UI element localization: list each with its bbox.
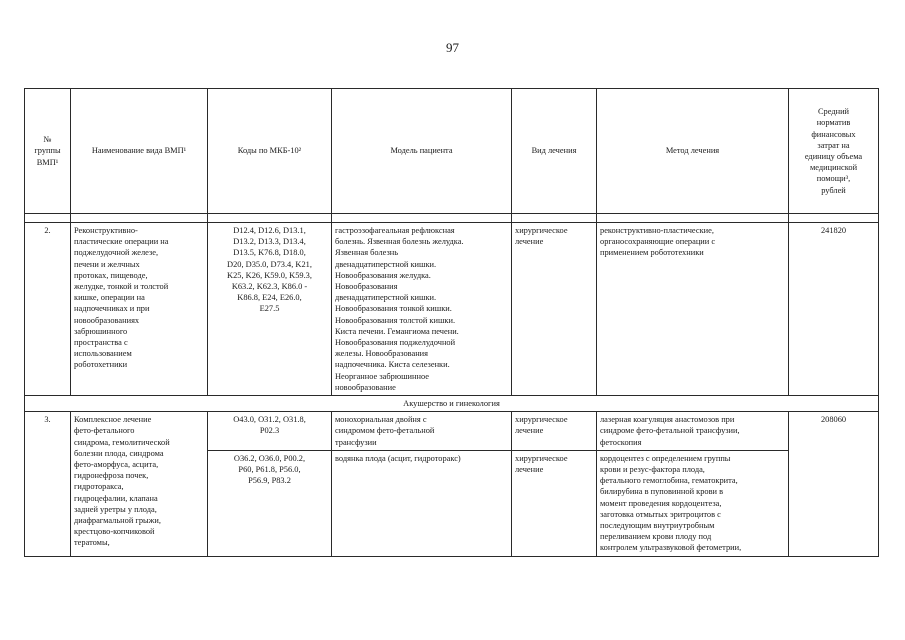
header-group-number: № группы ВМП¹ <box>25 89 71 214</box>
header-vmp-name: Наименование вида ВМП¹ <box>71 89 208 214</box>
icd-codes: O43.0, O31.2, O31.8, P02.3 <box>208 412 332 451</box>
vmp-table <box>24 88 879 557</box>
header-treatment-method: Метод лечения <box>597 89 789 214</box>
treatment-type: хирургическое лечение <box>512 450 597 556</box>
table-row-group-2 <box>25 223 879 396</box>
average-cost: 208060 <box>789 412 879 556</box>
section-title: Акушерство и гинекология <box>25 396 879 412</box>
header-icd-codes: Коды по МКБ-10² <box>208 89 332 214</box>
patient-model: монохориальная двойня с синдромом фето-фетальной трансфузии <box>332 412 512 451</box>
group-number: 3. <box>25 412 71 556</box>
vmp-name: Комплексное лечение фето-фетального синдрома, гемолитической болезни плода, синдрома фето-аморфуса, асцита, гидронефроза почек, гидроторакса, гидроцефалии, клапана задней уретры у плода, диафрагмальной грыжи, крестцово-копчиковой тератомы, <box>71 412 208 556</box>
treatment-method: кордоцентез с определением группы крови и резус-фактора плода, фетального гемоглобина, гематокрита, билирубина в пуповинной крови в момент проведения кордоцентеза, заготовка отмытых эритроцитов с последующим внутриутробным переливанием крови плоду под контролем ультразвуковой фетометрии, <box>597 450 789 556</box>
header-row <box>25 89 879 214</box>
header-patient-model: Модель пациента <box>332 89 512 214</box>
header-treatment-type: Вид лечения <box>512 89 597 214</box>
spacer-row <box>25 214 879 223</box>
patient-model: водянка плода (асцит, гидроторакс) <box>332 450 512 556</box>
icd-codes: O36.2, O36.0, P00.2, P60, P61.8, P56.0, P56.9, P83.2 <box>208 450 332 556</box>
header-average-cost: Средний норматив финансовых затрат на единицу объема медицинской помощи³, рублей <box>789 89 879 214</box>
group-number: 2. <box>25 223 71 396</box>
treatment-type: хирургическое лечение <box>512 412 597 451</box>
patient-model: гастроэзофагеальная рефлюксная болезнь. Язвенная болезнь желудка. Язвенная болезнь двенадцатиперстной кишки. Новообразования желудка. Новообразования двенадцатиперстной кишки. Новообразования тонкой кишки. Новообразования толстой кишки. Киста печени. Гемангиома печени. Новообразования поджелудочной железы. Новообразования надпочечника. Киста селезенки. Неорганное забрюшинное новообразование <box>332 223 512 396</box>
average-cost: 241820 <box>789 223 879 396</box>
treatment-method: реконструктивно-пластические, органосохраняющие операции с применением робототехники <box>597 223 789 396</box>
treatment-method: лазерная коагуляция анастомозов при синдроме фето-фетальной трансфузии, фетоскопия <box>597 412 789 451</box>
icd-codes: D12.4, D12.6, D13.1, D13.2, D13.3, D13.4, D13.5, K76.8, D18.0, D20, D35.0, D73.4, K21, K25, K26, K59.0, K59.3, K63.2, K62.3, K86.0 - K86.8, E24, E26.0, E27.5 <box>208 223 332 396</box>
treatment-type: хирургическое лечение <box>512 223 597 396</box>
table-row-group-3a <box>25 412 879 451</box>
page-number: 97 <box>446 40 459 55</box>
section-row <box>25 396 879 412</box>
vmp-name: Реконструктивно- пластические операции на поджелудочной железе, печени и желчных протоках, пищеводе, желудке, тонкой и толстой кишке, операции на надпочечниках и при новообразованиях забрюшинного пространства с использованием роботохетники <box>71 223 208 396</box>
